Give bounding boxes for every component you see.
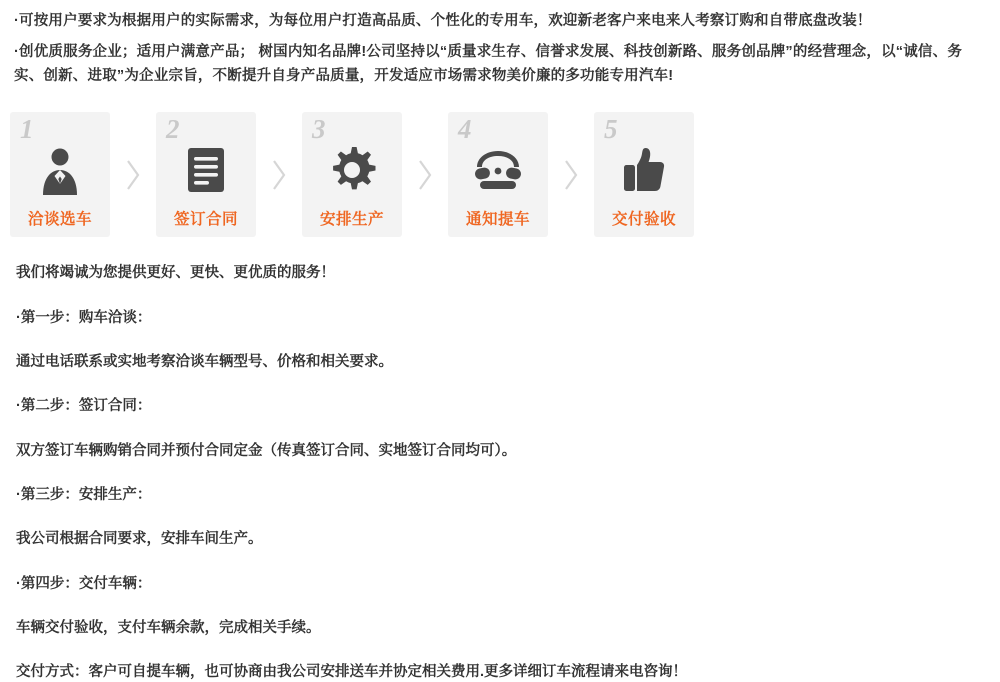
step-label-3: 安排生产 [319,211,384,229]
intro-line-1: ·可按用户要求为根据用户的实际需求，为每位用户打造高品质、个性化的专用车，欢迎新老客户来电来人考察订购和自带底盘改装！ [14,13,872,29]
person-icon [10,140,110,200]
body-section [0,237,1000,682]
body-paragraph-5: 双方签订车辆购销合同并预付合同定金（传真签订合同、实地签订合同均可）。 [16,442,517,459]
body-paragraph-7: 我公司根据合同要求，安排车间生产。 [16,531,263,548]
gear-icon [302,140,402,200]
step-card-4 [448,112,548,237]
step-number-5: 5 [604,114,618,145]
thumbs-up-icon [594,140,694,200]
step-number-4: 4 [458,114,472,145]
intro-line-2: ·创优质服务企业；适用户满意产品； 树国内知名品牌!公司坚持以“质量求生存、信誉求发展、科技创新路、服务创品牌”的经营理念，以“诚信、务实、创新、进取”为企业宗旨，不断提升自身产品质量，开发适应市场需求物美价廉的多功能专用汽车! [14,44,963,84]
step-label-4: 通知提车 [465,211,530,229]
body-paragraph-9: 车辆交付验收，支付车辆余款，完成相关手续。 [16,619,321,636]
chevron-right-icon-1 [110,112,156,237]
body-paragraph-1: 我们将竭诚为您提供更好、更快、更优质的服务！ [16,265,335,282]
process-steps [0,112,1000,237]
step-label-1: 洽谈选车 [27,211,92,229]
step-number-3: 3 [312,114,326,145]
intro-section [0,0,1000,88]
step-card-3 [302,112,402,237]
body-paragraph-4: ·第二步：签订合同： [16,398,152,415]
telephone-icon [448,140,548,200]
chevron-right-icon-3 [402,112,448,237]
body-paragraph-8: ·第四步：交付车辆： [16,575,152,592]
step-card-2 [156,112,256,237]
chevron-right-icon-2 [256,112,302,237]
chevron-right-icon-4 [548,112,594,237]
step-card-1 [10,112,110,237]
body-paragraph-6: ·第三步：安排生产： [16,486,152,503]
step-number-1: 1 [20,114,34,145]
step-label-5: 交付验收 [611,211,676,229]
body-paragraph-2: ·第一步：购车洽谈： [16,309,152,326]
body-paragraph-3: 通过电话联系或实地考察洽谈车辆型号、价格和相关要求。 [16,354,393,371]
document-lines-icon [156,140,256,200]
body-paragraph-10: 交付方式：客户可自提车辆，也可协商由我公司安排送车并协定相关费用.更多详细订车流程请来电咨询！ [16,664,688,681]
step-number-2: 2 [166,114,180,145]
step-label-2: 签订合同 [173,211,238,229]
step-card-5 [594,112,694,237]
